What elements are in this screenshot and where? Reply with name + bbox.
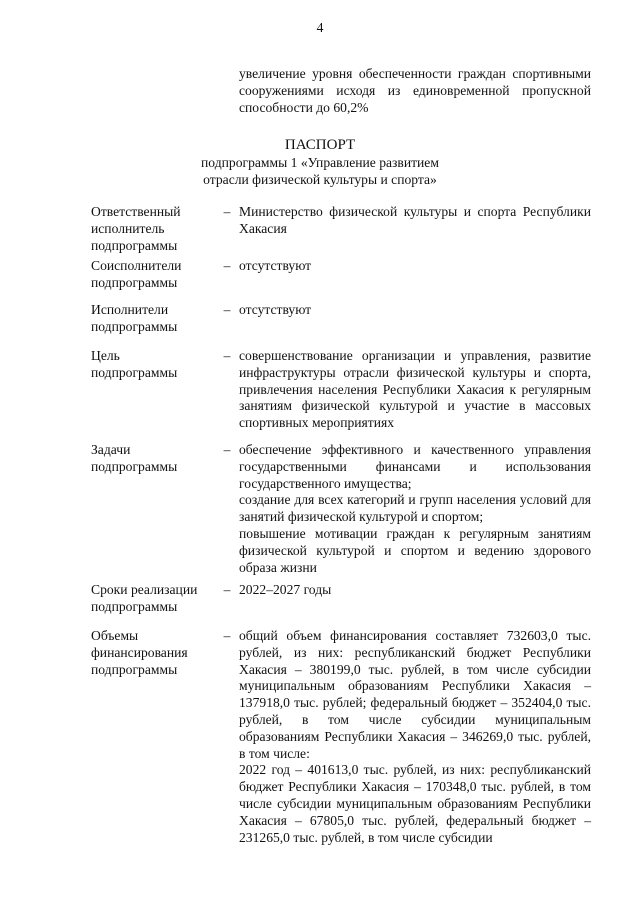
row-label: Цель подпрограммы: [91, 348, 178, 380]
row-value: [239, 442, 591, 576]
row-dash: –: [223, 348, 231, 363]
row-dash: –: [223, 302, 231, 317]
row-label: Сроки реализации подпрограммы: [91, 582, 198, 614]
row-paragraph: общий объем финансирования составляет 732603,0 тыс. рублей, из них: республиканский бюджет Республики Хакасия – 380199,0 тыс. рублей, в том числе субсидии муниципальным образованиям Республики Хакасия – 137918,0 тыс. рублей; федеральный бюджет – 352404,0 тыс. рублей, в том числе субсидии муниципальным образованиям Республики Хакасия – 346269,0 тыс. рублей, в том числе:: [239, 628, 591, 761]
passport-table: [0, 204, 640, 846]
row-paragraph: совершенствование организации и управления, развитие инфраструктуры отрасли физической культуры и спорта, привлечения населения Республики Хакасия к регулярным занятиям физической культурой и участие в массовых спортивных мероприятиях: [239, 348, 591, 431]
row-executors: [0, 302, 640, 348]
row-paragraph: отсутствуют: [239, 302, 312, 317]
row-tasks: [0, 442, 640, 582]
row-responsible-executor: [0, 204, 640, 258]
row-dash: –: [223, 442, 231, 457]
row-goal: [0, 348, 640, 442]
row-label: Ответственный исполнитель подпрограммы: [91, 204, 181, 253]
row-value: [239, 204, 591, 238]
row-funding: [0, 628, 640, 846]
passport-title: ПАСПОРТ: [284, 137, 356, 153]
row-value: [239, 582, 591, 599]
row-label: Задачи подпрограммы: [91, 442, 178, 474]
row-dash: –: [223, 204, 231, 219]
row-label: Объемы финансирования подпрограммы: [91, 628, 188, 677]
row-timeframe: [0, 582, 640, 628]
row-dash: –: [223, 628, 231, 643]
row-paragraph: Министерство физической культуры и спорта Республики Хакасия: [239, 204, 591, 236]
intro-text: увеличение уровня обеспеченности граждан спортивными сооружениями исходя из единовременной пропускной способности до 60,2%: [239, 66, 591, 115]
passport-subtitle-line1: подпрограммы 1 «Управление развитием: [201, 155, 439, 170]
row-value: [239, 302, 591, 319]
row-label: Соисполнители подпрограммы: [91, 258, 182, 290]
row-paragraph: 2022 год – 401613,0 тыс. рублей, из них: республиканский бюджет Республики Хакасия – 170348,0 тыс. рублей, в том числе субсидии муниципальным образованиям Республики Хакасия – 67805,0 тыс. рублей, федеральный бюджет – 231265,0 тыс. рублей, в том числе субсидии: [239, 762, 591, 845]
page-number: 4: [316, 20, 324, 35]
row-value: [239, 628, 591, 846]
row-dash: –: [223, 582, 231, 597]
passport-subtitle-line2: отрасли физической культуры и спорта»: [203, 172, 437, 187]
row-dash: –: [223, 258, 231, 273]
row-label: Исполнители подпрограммы: [91, 302, 178, 334]
row-value: [239, 258, 591, 275]
row-co-executors: [0, 258, 640, 302]
row-paragraph: отсутствуют: [239, 258, 312, 273]
row-value: [239, 348, 591, 432]
row-paragraph: обеспечение эффективного и качественного управления государственными финансами и использования государственного имущества;: [239, 442, 591, 491]
row-paragraph: создание для всех категорий и групп населения условий для занятий физической культурой и спортом;: [239, 492, 591, 525]
row-paragraph: повышение мотивации граждан к регулярным занятиям физической культурой и спортом и ведению здорового образа жизни: [239, 525, 591, 575]
row-paragraph: 2022–2027 годы: [239, 582, 332, 597]
